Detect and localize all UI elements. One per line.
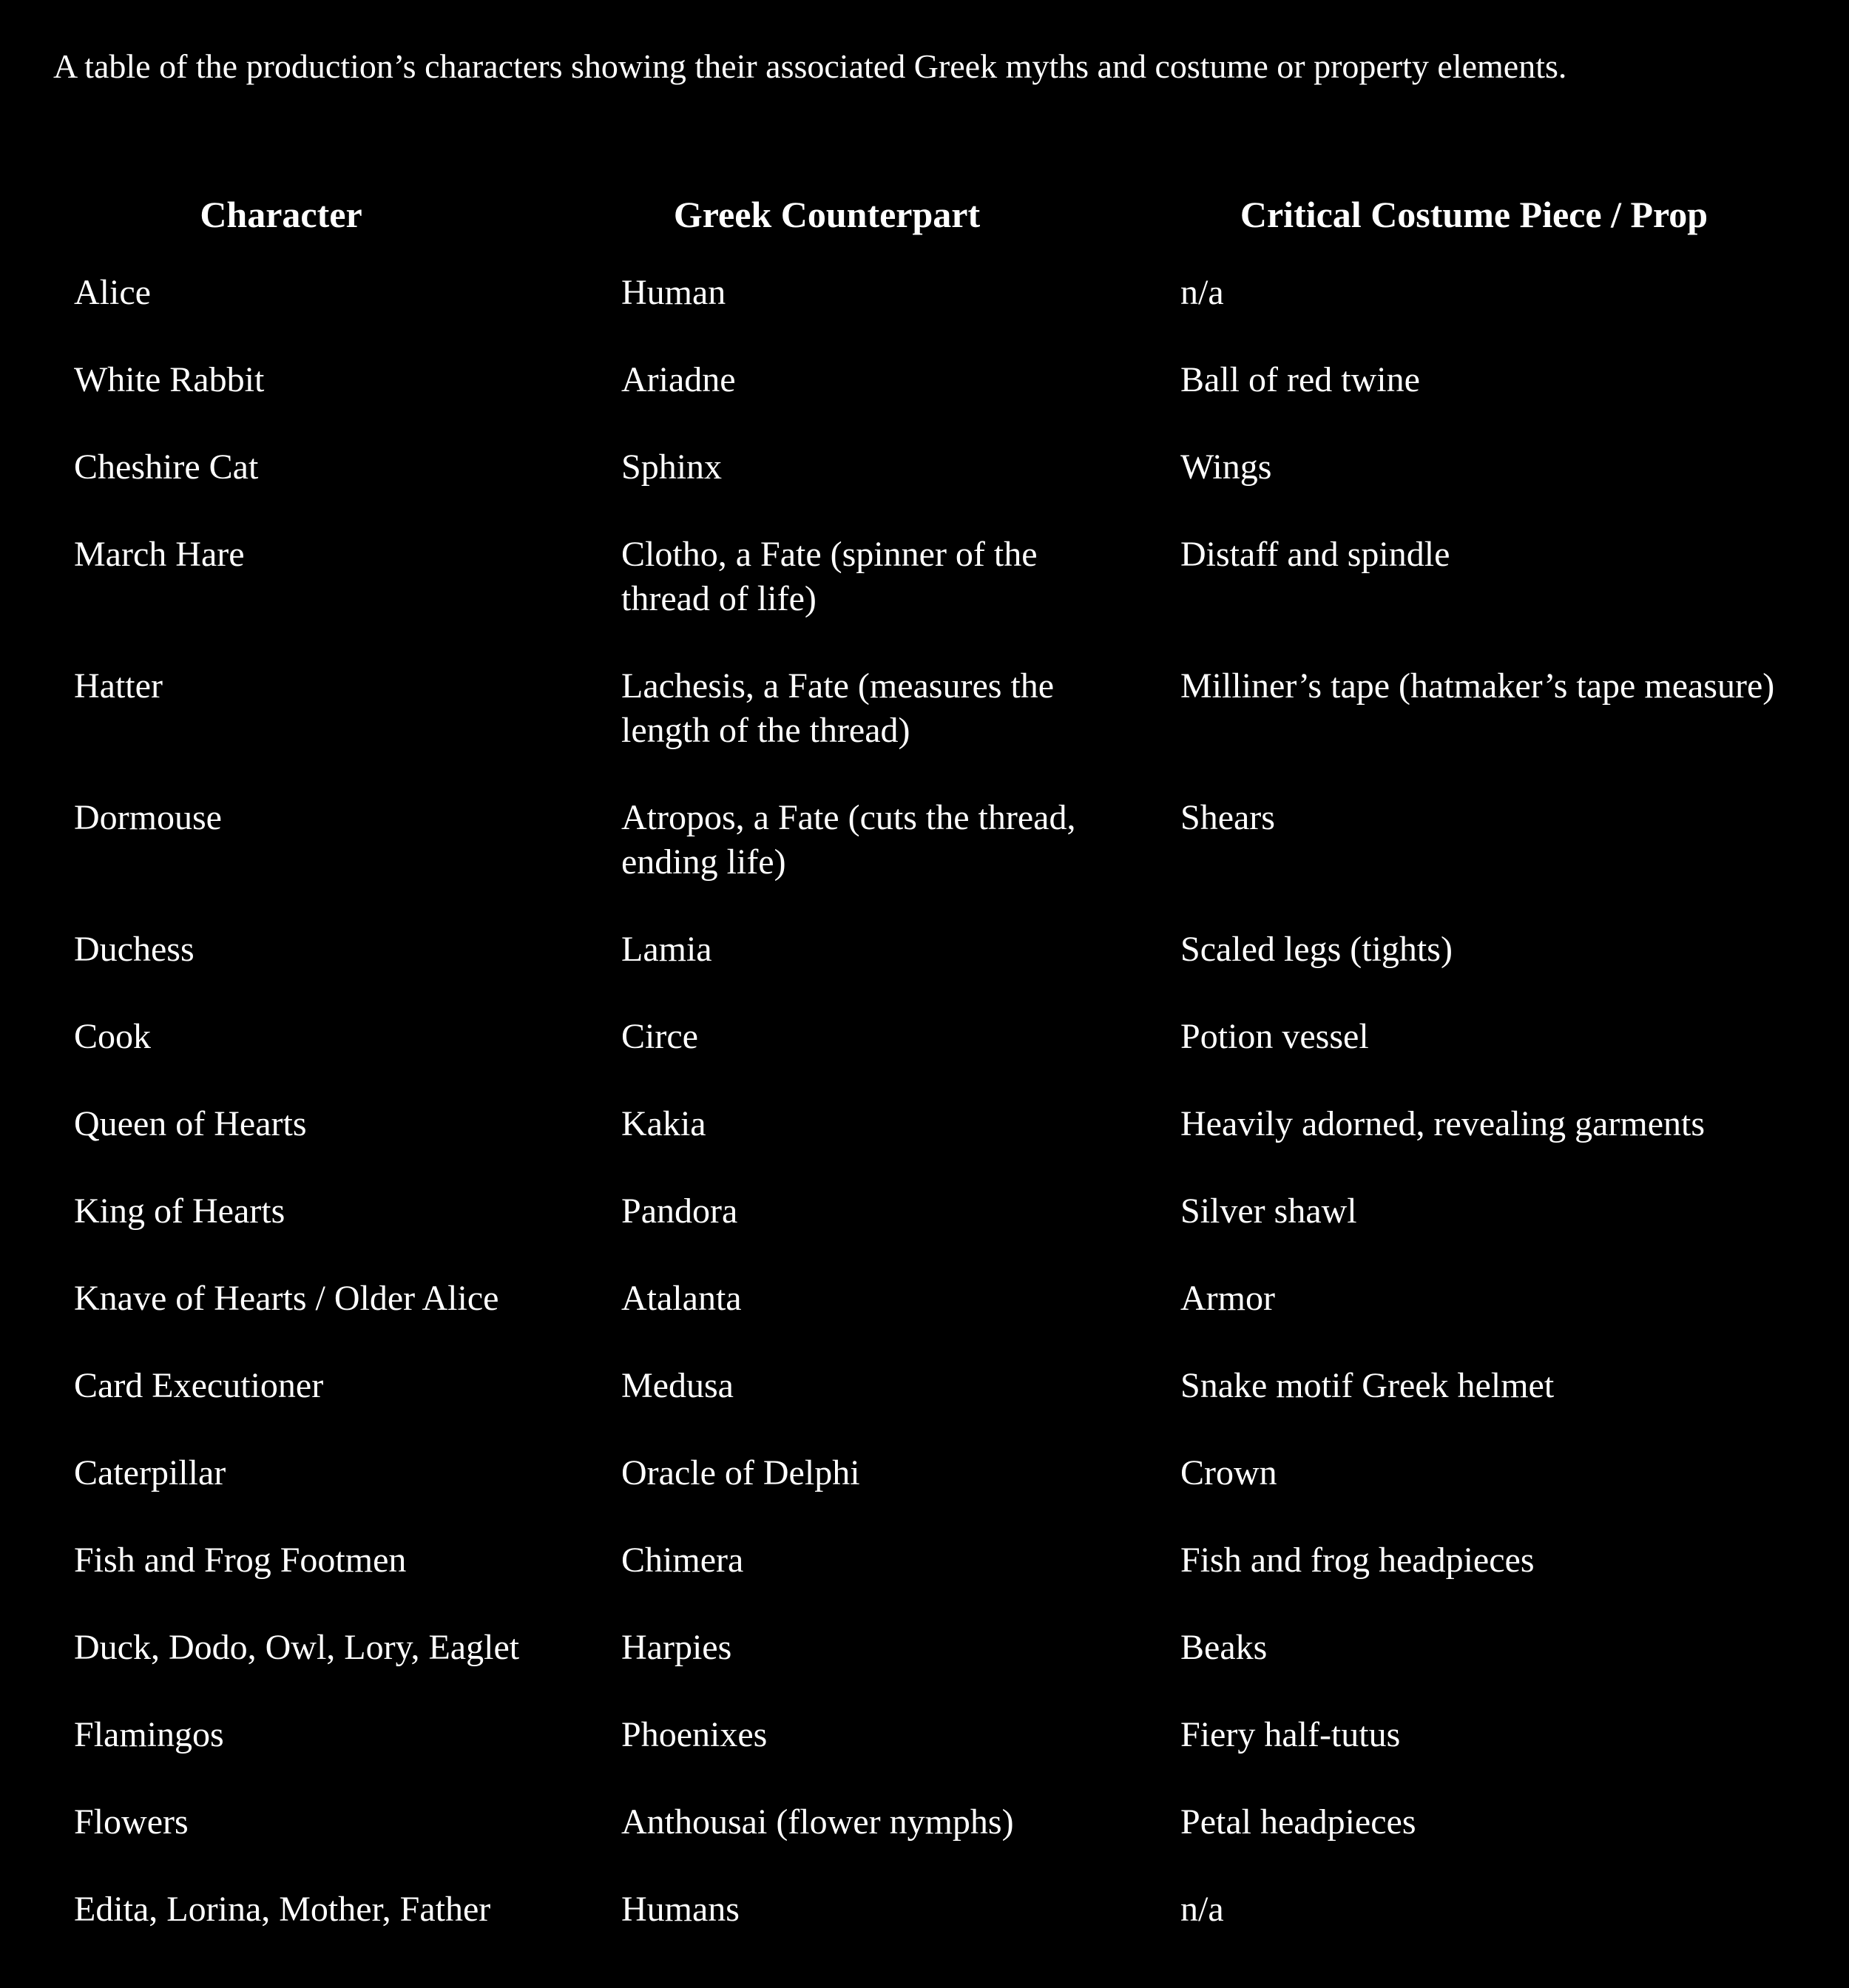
cell-character: Cook [74, 1017, 152, 1056]
cell-greek-counterpart: Ariadne [621, 360, 736, 399]
cell-character: Caterpillar [74, 1453, 226, 1492]
cell-costume-prop: Fiery half-tutus [1180, 1715, 1401, 1754]
cell-greek-counterpart: Circe [621, 1017, 698, 1056]
cell-greek-counterpart: Atropos, a Fate (cuts the thread, ending life) [621, 798, 1076, 882]
cell-character: Queen of Hearts [74, 1104, 307, 1143]
cell-costume-prop: Silver shawl [1180, 1191, 1357, 1231]
cell-costume-prop: Crown [1180, 1453, 1277, 1492]
cell-character: Hatter [74, 666, 163, 706]
cell-greek-counterpart: Lachesis, a Fate (measures the length of the thread) [621, 666, 1055, 750]
table-row [0, 1887, 1849, 1975]
cell-character: Alice [74, 273, 151, 312]
cell-costume-prop: Snake motif Greek helmet [1180, 1366, 1555, 1405]
header-character: Character [200, 194, 362, 235]
table-row [0, 1189, 1849, 1277]
table-body [0, 271, 1849, 1975]
cell-greek-counterpart: Chimera [621, 1541, 744, 1580]
cell-costume-prop: Shears [1180, 798, 1275, 837]
character-table [0, 185, 1849, 1975]
table-row [0, 664, 1849, 796]
cell-character: Dormouse [74, 798, 222, 837]
cell-greek-counterpart: Kakia [621, 1104, 706, 1143]
cell-character: Card Executioner [74, 1366, 324, 1405]
table-row [0, 1364, 1849, 1451]
cell-greek-counterpart: Pandora [621, 1191, 738, 1231]
table-row [0, 445, 1849, 532]
cell-greek-counterpart: Oracle of Delphi [621, 1453, 860, 1492]
cell-costume-prop: Armor [1180, 1279, 1275, 1318]
cell-greek-counterpart: Sphinx [621, 447, 723, 487]
cell-greek-counterpart: Medusa [621, 1366, 734, 1405]
cell-costume-prop: Potion vessel [1180, 1017, 1369, 1056]
cell-costume-prop: Scaled legs (tights) [1180, 930, 1453, 969]
cell-character: March Hare [74, 535, 245, 574]
table-row [0, 358, 1849, 445]
cell-character: Edita, Lorina, Mother, Father [74, 1890, 491, 1929]
cell-greek-counterpart: Humans [621, 1890, 740, 1929]
cell-costume-prop: Petal headpieces [1180, 1802, 1416, 1842]
cell-greek-counterpart: Atalanta [621, 1279, 742, 1318]
cell-costume-prop: Beaks [1180, 1628, 1268, 1667]
cell-costume-prop: Ball of red twine [1180, 360, 1420, 399]
cell-costume-prop: Distaff and spindle [1180, 535, 1450, 574]
header-greek-counterpart: Greek Counterpart [673, 194, 981, 235]
cell-costume-prop: n/a [1180, 273, 1224, 312]
cell-greek-counterpart: Lamia [621, 930, 712, 969]
table-row [0, 1277, 1849, 1364]
cell-costume-prop: Wings [1180, 447, 1272, 487]
table-row [0, 1800, 1849, 1887]
cell-character: King of Hearts [74, 1191, 285, 1231]
cell-character: Duchess [74, 930, 195, 969]
cell-character: Flamingos [74, 1715, 224, 1754]
table-row [0, 1102, 1849, 1189]
header-costume-prop: Critical Costume Piece / Prop [1240, 194, 1708, 235]
table-caption: A table of the production’s characters showing their associated Greek myths and costume or property elements. [53, 47, 1567, 85]
cell-character: Flowers [74, 1802, 189, 1842]
table-row [0, 1015, 1849, 1102]
cell-character: Knave of Hearts / Older Alice [74, 1279, 499, 1318]
cell-greek-counterpart: Human [621, 273, 726, 312]
header-row [0, 185, 1849, 244]
cell-character: Cheshire Cat [74, 447, 259, 487]
table-row [0, 1451, 1849, 1538]
cell-character: White Rabbit [74, 360, 265, 399]
cell-character: Fish and Frog Footmen [74, 1541, 407, 1580]
cell-costume-prop: n/a [1180, 1890, 1224, 1929]
cell-costume-prop: Fish and frog headpieces [1180, 1541, 1535, 1580]
cell-greek-counterpart: Clotho, a Fate (spinner of the thread of life) [621, 535, 1038, 618]
table-row [0, 1713, 1849, 1800]
table-row [0, 532, 1849, 664]
cell-greek-counterpart: Harpies [621, 1628, 732, 1667]
table-row [0, 796, 1849, 927]
table-row [0, 927, 1849, 1015]
table-row [0, 1538, 1849, 1626]
cell-character: Duck, Dodo, Owl, Lory, Eaglet [74, 1628, 520, 1667]
cell-greek-counterpart: Anthousai (flower nymphs) [621, 1802, 1014, 1842]
table-row [0, 1626, 1849, 1713]
cell-greek-counterpart: Phoenixes [621, 1715, 768, 1754]
cell-costume-prop: Heavily adorned, revealing garments [1180, 1104, 1706, 1143]
cell-costume-prop: Milliner’s tape (hatmaker’s tape measure) [1180, 666, 1775, 706]
table-row [0, 271, 1849, 358]
